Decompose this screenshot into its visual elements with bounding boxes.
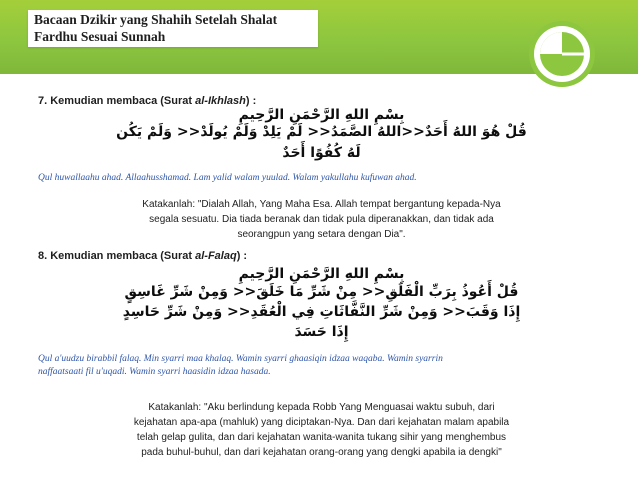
section-7-surah-name: al-Ikhlash (195, 95, 246, 107)
section-7-meaning-line-3: seorangpun yang setara dengan Dia". (237, 229, 406, 240)
section-8-arabic-line-3: إِذَا حَسَدَ (294, 324, 349, 340)
section-8-transliteration-line-2: naffaatsaati fil u'uqadi. Wamin syarri haasidin idzaa hasada. (38, 367, 271, 377)
section-8-arabic-line-1: قُلْ أَعُوذُ بِرَبِّ الْفَلَقِ<< مِنْ شَرِّ مَا خَلَقَ<< وَمِنْ شَرِّ غَاسِقٍ (124, 284, 519, 300)
section-7-arabic-line-2: لَهُ كُفُوًا أَحَدٌ (282, 145, 361, 161)
section-8-meaning-line-3: telah gelap gulita, dan dari kejahatan wanita-wanita tukang sihir yang menghembus (136, 432, 507, 443)
section-8-meaning-line-4: pada buhul-buhul, dan dari kejahatan orang-orang yang dengki apabila ia dengki" (141, 447, 502, 458)
title-box (28, 10, 318, 47)
section-7-bismillah: بِسْمِ اللهِ الرَّحْمَنِ الرَّحِيمِ (238, 107, 405, 123)
slide-title-line-1: Bacaan Dzikir yang Shahih Setelah Shalat (34, 12, 278, 27)
section-8-transliteration-line-1: Qul a'uudzu birabbil falaq. Min syarri maa khalaq. Wamin syarri ghaasiqin idzaa waqaba. Wamin syarrin (38, 354, 443, 364)
pie-logo-icon (526, 18, 598, 90)
section-7-meaning-line-1: Katakanlah: "Dialah Allah, Yang Maha Esa. Allah tempat bergantung kepada-Nya (142, 199, 501, 210)
section-7-heading (38, 95, 256, 107)
section-7-heading-suffix: ) : (245, 95, 257, 107)
slide-title-line-2: Fardhu Sesuai Sunnah (34, 29, 166, 44)
section-7-arabic-line-1: قُلْ هُوَ اللهُ أَحَدٌ<<اللهُ الصَّمَدُ<< لَمْ يَلِدْ وَلَمْ يُولَدْ<< وَلَمْ يَكُن (116, 124, 527, 140)
section-8-heading (38, 250, 247, 262)
section-8-arabic-line-2: إِذَا وَقَبَ<< وَمِنْ شَرِّ النَّفَّاثَاتِ فِي الْعُقَدِ<< وَمِنْ شَرِّ حَاسِدٍ (122, 304, 521, 320)
content-panel (34, 90, 609, 465)
section-8-heading-prefix: 8. Kemudian membaca (Surat (38, 250, 196, 262)
section-7-heading-prefix: 7. Kemudian membaca (Surat (38, 95, 196, 107)
section-7-transliteration: Qul huwallaahu ahad. Allaahusshamad. Lam yalid walam yuulad. Walam yakullahu kufuwan ahad. (38, 173, 417, 183)
section-8-meaning-line-2: kejahatan apa-apa (mahluk) yang diciptakan-Nya. Dan dari kejahatan malam apabila (133, 417, 510, 428)
section-8-bismillah: بِسْمِ اللهِ الرَّحْمَنِ الرَّحِيمِ (238, 266, 405, 282)
section-8-meaning-line-1: Katakanlah: "Aku berlindung kepada Robb Yang Menguasai waktu subuh, dari (148, 402, 495, 413)
section-8-heading-suffix: ) : (236, 250, 248, 262)
section-8-surah-name: al-Falaq (195, 250, 237, 262)
section-7-meaning-line-2: segala sesuatu. Dia tiada beranak dan tidak pula diperanakkan, dan tidak ada (149, 214, 494, 225)
